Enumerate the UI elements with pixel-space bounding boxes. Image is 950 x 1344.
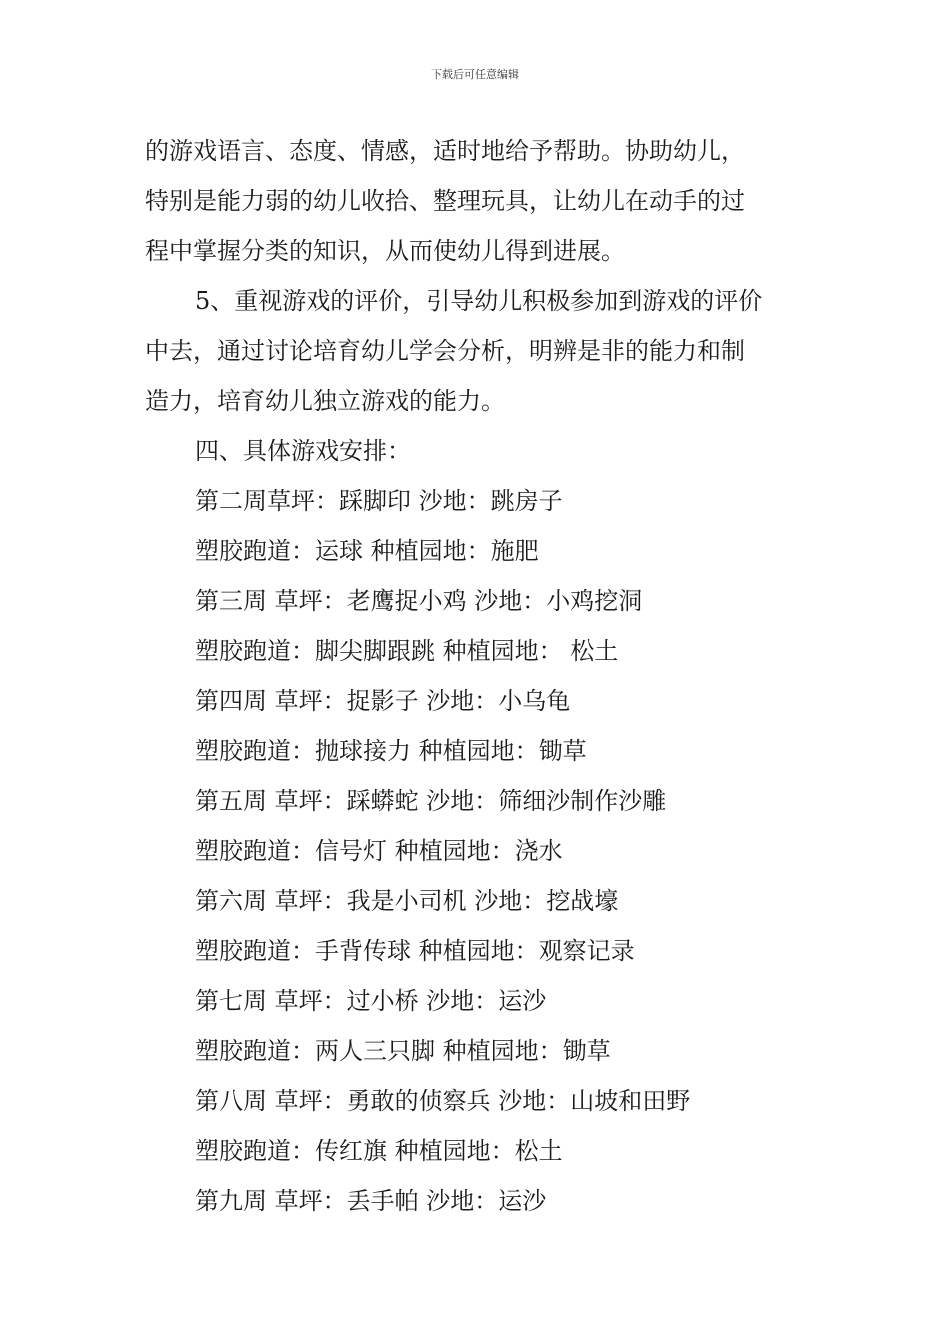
paragraph-line: 造力，培育幼儿独立游戏的能力。 (145, 387, 505, 415)
schedule-line: 第九周 草坪：丢手帕 沙地：运沙 (195, 1187, 547, 1215)
paragraph-line: 中去，通过讨论培育幼儿学会分析，明辨是非的能力和制 (145, 337, 745, 365)
schedule-line: 塑胶跑道：信号灯 种植园地：浇水 (195, 837, 563, 865)
schedule-line: 第七周 草坪：过小桥 沙地：运沙 (195, 987, 547, 1015)
schedule-line: 塑胶跑道：手背传球 种植园地：观察记录 (195, 937, 635, 965)
schedule-line: 第二周草坪：踩脚印 沙地：跳房子 (195, 487, 563, 515)
schedule-line: 第五周 草坪：踩蟒蛇 沙地：筛细沙制作沙雕 (195, 787, 667, 815)
paragraph-line: 程中掌握分类的知识，从而使幼儿得到进展。 (145, 237, 625, 265)
schedule-line: 第八周 草坪：勇敢的侦察兵 沙地：山坡和田野 (195, 1087, 691, 1115)
schedule-line: 塑胶跑道：传红旗 种植园地：松土 (195, 1137, 563, 1165)
paragraph-line: 特别是能力弱的幼儿收拾、整理玩具，让幼儿在动手的过 (145, 187, 745, 215)
schedule-line: 第六周 草坪：我是小司机 沙地：挖战壕 (195, 887, 619, 915)
page-header: 下载后可任意编辑 (431, 68, 519, 81)
paragraph-line: 5、重视游戏的评价，引导幼儿积极参加到游戏的评价 (195, 287, 763, 315)
section-heading: 四、具体游戏安排： (195, 437, 411, 465)
schedule-line: 塑胶跑道：两人三只脚 种植园地：锄草 (195, 1037, 611, 1065)
schedule-line: 塑胶跑道：抛球接力 种植园地：锄草 (195, 737, 587, 765)
schedule-line: 第三周 草坪：老鹰捉小鸡 沙地：小鸡挖洞 (195, 587, 643, 615)
paragraph-line: 的游戏语言、态度、情感，适时地给予帮助。协助幼儿， (145, 137, 745, 165)
schedule-line: 塑胶跑道：脚尖脚跟跳 种植园地： 松土 (195, 637, 619, 665)
schedule-line: 第四周 草坪：捉影子 沙地：小乌龟 (195, 687, 571, 715)
schedule-line: 塑胶跑道：运球 种植园地：施肥 (195, 537, 539, 565)
document-body (145, 126, 810, 1226)
